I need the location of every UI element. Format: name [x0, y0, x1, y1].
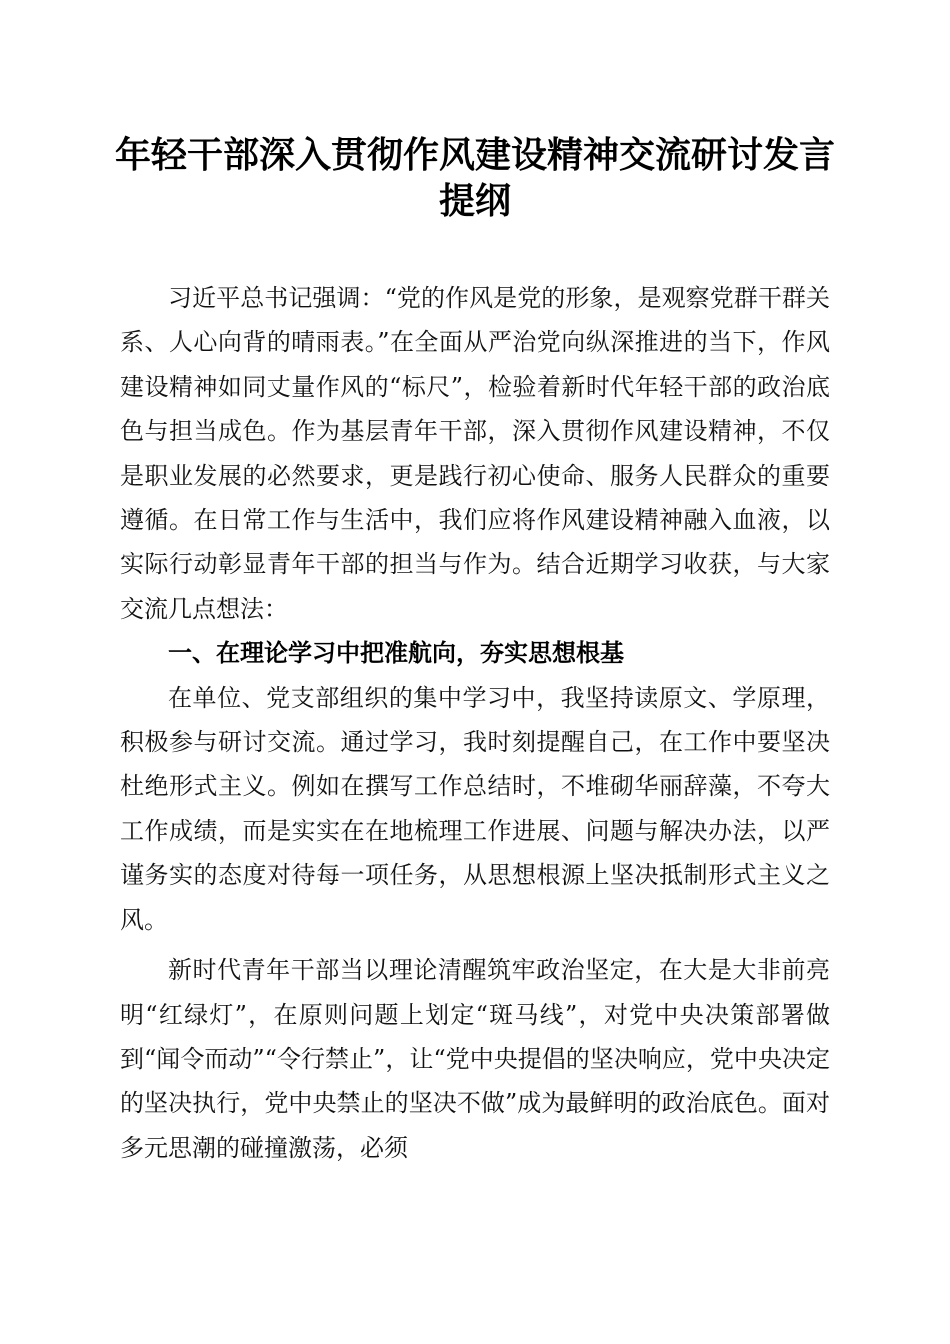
section-1-paragraph-2: 新时代青年干部当以理论清醒筑牢政治坚定，在大是大非前亮明“红绿灯”，在原则问题上划定“斑马线”，对党中央决策部署做到“闻令而动”“令行禁止”，让“党中央提倡的坚决响应，党中央决定的坚决执行，党中央禁止的坚决不做”成为最鲜明的政治底色。面对多元思潮的碰撞激荡，必须 — [120, 956, 830, 1162]
document-body — [120, 276, 830, 1170]
section-1-paragraph-1: 在单位、党支部组织的集中学习中，我坚持读原文、学原理，积极参与研讨交流。通过学习，我时刻提醒自己，在工作中要坚决杜绝形式主义。例如在撰写工作总结时，不堆砌华丽辞藻，不夸大工作成绩，而是实实在在地梳理工作进展、问题与解决办法，以严谨务实的态度对待每一项任务，从思想根源上坚决抵制形式主义之风。 — [120, 683, 830, 934]
document-title-line-1: 年轻干部深入贯彻作风建设精神交流研讨发言 — [114, 134, 835, 176]
document-title — [110, 132, 840, 224]
intro-paragraph: 习近平总书记强调：“党的作风是党的形象，是观察党群干群关系、人心向背的晴雨表。”在全面从严治党向纵深推进的当下，作风建设精神如同丈量作风的“标尺”，检验着新时代年轻干部的政治底色与担当成色。作为基层青年干部，深入贯彻作风建设精神，不仅是职业发展的必然要求，更是践行初心使命、服务人民群众的重要遵循。在日常工作与生活中，我们应将作风建设精神融入血液，以实际行动彰显青年干部的担当与作为。结合近期学习收获，与大家交流几点想法： — [120, 284, 830, 623]
section-1-heading: 一、在理论学习中把准航向，夯实思想根基 — [168, 639, 624, 668]
document-title-line-2: 提纲 — [438, 180, 511, 222]
